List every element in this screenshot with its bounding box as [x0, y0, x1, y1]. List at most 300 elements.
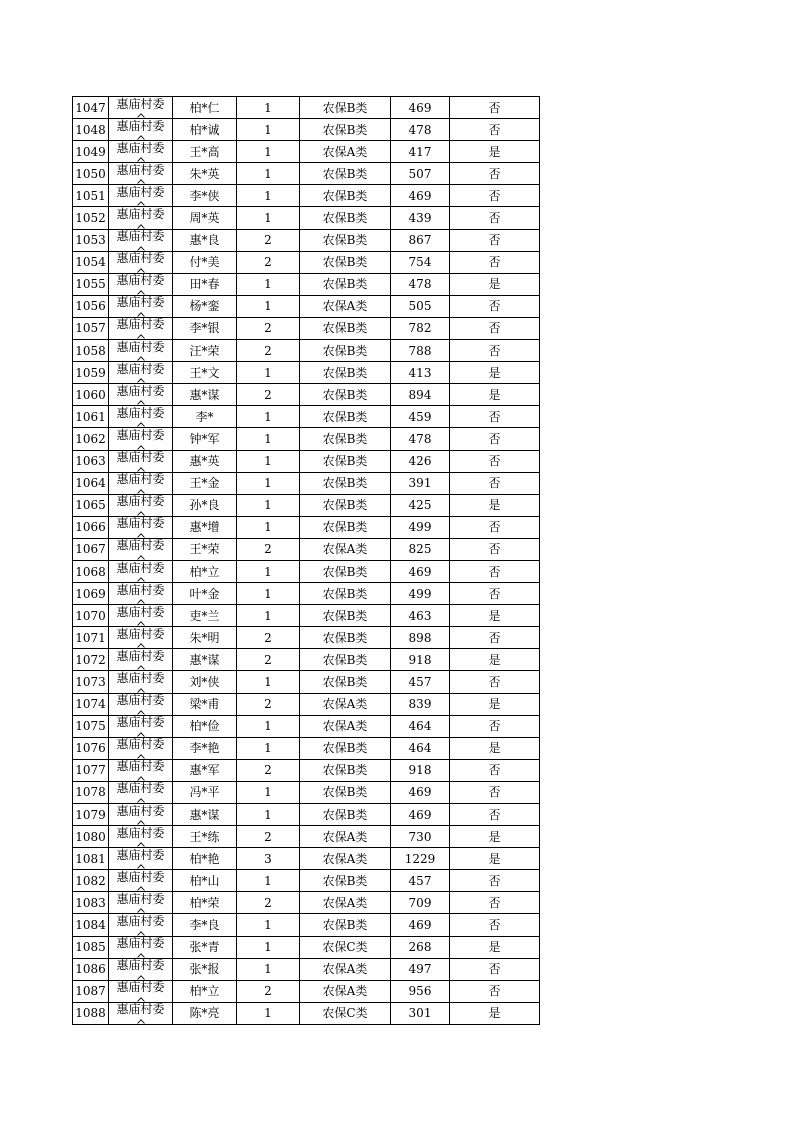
table-row — [73, 406, 540, 428]
category-cell: 农保B类 — [300, 97, 391, 119]
flag-cell: 是 — [450, 649, 540, 671]
row-id-cell: 1055 — [73, 273, 109, 295]
row-id-cell: 1061 — [73, 406, 109, 428]
row-id-cell: 1063 — [73, 450, 109, 472]
name-cell: 李*艳 — [173, 737, 237, 759]
name-cell: 王*荣 — [173, 538, 237, 560]
table-row — [73, 605, 540, 627]
row-id-cell: 1052 — [73, 207, 109, 229]
table-row — [73, 185, 540, 207]
village-cell — [109, 163, 173, 185]
category-cell: 农保B类 — [300, 406, 391, 428]
flag-cell: 否 — [450, 185, 540, 207]
table-row — [73, 958, 540, 980]
flag-cell: 否 — [450, 759, 540, 781]
amount-cell: 754 — [391, 251, 450, 273]
table-row — [73, 1002, 540, 1024]
table-row — [73, 737, 540, 759]
count-cell: 1 — [237, 737, 300, 759]
village-cell — [109, 141, 173, 163]
table-row — [73, 560, 540, 582]
table-row — [73, 97, 540, 119]
village-cell — [109, 914, 173, 936]
flag-cell: 否 — [450, 958, 540, 980]
row-id-cell: 1067 — [73, 538, 109, 560]
village-cell — [109, 870, 173, 892]
category-cell: 农保B类 — [300, 649, 391, 671]
caret-mark-icon — [137, 886, 145, 891]
village-label: 惠庙村委 — [116, 891, 165, 906]
category-cell: 农保C类 — [300, 1002, 391, 1024]
village-label: 惠庙村委 — [116, 604, 165, 619]
village-cell — [109, 649, 173, 671]
row-id-cell: 1060 — [73, 384, 109, 406]
village-label: 惠庙村委 — [116, 958, 165, 973]
village-cell — [109, 295, 173, 317]
table-row — [73, 141, 540, 163]
row-id-cell: 1066 — [73, 516, 109, 538]
amount-cell: 782 — [391, 317, 450, 339]
table-row — [73, 317, 540, 339]
name-cell: 钟*军 — [173, 428, 237, 450]
amount-cell: 469 — [391, 185, 450, 207]
village-cell — [109, 97, 173, 119]
flag-cell: 是 — [450, 826, 540, 848]
category-cell: 农保C类 — [300, 936, 391, 958]
table-row — [73, 583, 540, 605]
caret-mark-icon — [137, 312, 145, 317]
amount-cell: 469 — [391, 781, 450, 803]
village-label: 惠庙村委 — [116, 847, 165, 862]
amount-cell: 478 — [391, 273, 450, 295]
name-cell: 惠*增 — [173, 516, 237, 538]
village-label: 惠庙村委 — [116, 626, 165, 641]
caret-mark-icon — [137, 246, 145, 251]
village-label: 惠庙村委 — [116, 936, 165, 951]
count-cell: 1 — [237, 119, 300, 141]
count-cell: 1 — [237, 97, 300, 119]
village-label: 惠庙村委 — [116, 339, 165, 354]
flag-cell: 是 — [450, 848, 540, 870]
name-cell: 惠*谋 — [173, 804, 237, 826]
amount-cell: 268 — [391, 936, 450, 958]
flag-cell: 否 — [450, 804, 540, 826]
flag-cell: 否 — [450, 119, 540, 141]
amount-cell: 478 — [391, 428, 450, 450]
village-label: 惠庙村委 — [116, 494, 165, 509]
caret-mark-icon — [137, 688, 145, 693]
caret-mark-icon — [137, 224, 145, 229]
village-label: 惠庙村委 — [116, 361, 165, 376]
village-cell — [109, 826, 173, 848]
count-cell: 2 — [237, 980, 300, 1002]
amount-cell: 464 — [391, 737, 450, 759]
village-cell — [109, 1002, 173, 1024]
table-row — [73, 892, 540, 914]
table-row — [73, 472, 540, 494]
name-cell: 王*金 — [173, 472, 237, 494]
count-cell: 1 — [237, 295, 300, 317]
flag-cell: 是 — [450, 693, 540, 715]
caret-mark-icon — [137, 621, 145, 626]
caret-mark-icon — [137, 1019, 145, 1024]
amount-cell: 894 — [391, 384, 450, 406]
name-cell: 惠*良 — [173, 229, 237, 251]
caret-mark-icon — [137, 422, 145, 427]
category-cell: 农保B类 — [300, 163, 391, 185]
name-cell: 柏*立 — [173, 980, 237, 1002]
name-cell: 王*文 — [173, 362, 237, 384]
flag-cell: 否 — [450, 914, 540, 936]
category-cell: 农保A类 — [300, 141, 391, 163]
name-cell: 吏*兰 — [173, 605, 237, 627]
flag-cell: 是 — [450, 384, 540, 406]
category-cell: 农保B类 — [300, 428, 391, 450]
village-cell — [109, 450, 173, 472]
name-cell: 李* — [173, 406, 237, 428]
row-id-cell: 1051 — [73, 185, 109, 207]
row-id-cell: 1075 — [73, 715, 109, 737]
amount-cell: 478 — [391, 119, 450, 141]
name-cell: 惠*谋 — [173, 649, 237, 671]
category-cell: 农保A类 — [300, 980, 391, 1002]
amount-cell: 391 — [391, 472, 450, 494]
row-id-cell: 1087 — [73, 980, 109, 1002]
name-cell: 孙*良 — [173, 494, 237, 516]
name-cell: 柏*山 — [173, 870, 237, 892]
village-label: 惠庙村委 — [116, 759, 165, 774]
amount-cell: 730 — [391, 826, 450, 848]
village-label: 惠庙村委 — [116, 693, 165, 708]
count-cell: 2 — [237, 627, 300, 649]
name-cell: 张*青 — [173, 936, 237, 958]
row-id-cell: 1057 — [73, 317, 109, 339]
caret-mark-icon — [137, 931, 145, 936]
caret-mark-icon — [137, 732, 145, 737]
count-cell: 2 — [237, 826, 300, 848]
table-row — [73, 649, 540, 671]
amount-cell: 918 — [391, 759, 450, 781]
row-id-cell: 1069 — [73, 583, 109, 605]
row-id-cell: 1049 — [73, 141, 109, 163]
row-id-cell: 1068 — [73, 560, 109, 582]
village-cell — [109, 605, 173, 627]
count-cell: 1 — [237, 870, 300, 892]
table-row — [73, 273, 540, 295]
count-cell: 2 — [237, 317, 300, 339]
amount-cell: 469 — [391, 560, 450, 582]
village-label: 惠庙村委 — [116, 118, 165, 133]
category-cell: 农保A类 — [300, 538, 391, 560]
village-cell — [109, 627, 173, 649]
village-cell — [109, 472, 173, 494]
amount-cell: 425 — [391, 494, 450, 516]
village-label: 惠庙村委 — [116, 825, 165, 840]
village-cell — [109, 715, 173, 737]
village-label: 惠庙村委 — [116, 405, 165, 420]
amount-cell: 788 — [391, 340, 450, 362]
village-label: 惠庙村委 — [116, 295, 165, 310]
village-cell — [109, 340, 173, 362]
caret-mark-icon — [137, 400, 145, 405]
name-cell: 梁*甫 — [173, 693, 237, 715]
village-label: 惠庙村委 — [116, 803, 165, 818]
name-cell: 柏*艳 — [173, 848, 237, 870]
amount-cell: 507 — [391, 163, 450, 185]
flag-cell: 否 — [450, 516, 540, 538]
village-label: 惠庙村委 — [116, 140, 165, 155]
table-row — [73, 384, 540, 406]
name-cell: 陈*亮 — [173, 1002, 237, 1024]
roster-table — [72, 96, 540, 1025]
flag-cell: 否 — [450, 671, 540, 693]
amount-cell: 709 — [391, 892, 450, 914]
name-cell: 惠*军 — [173, 759, 237, 781]
village-label: 惠庙村委 — [116, 184, 165, 199]
caret-mark-icon — [137, 334, 145, 339]
row-id-cell: 1079 — [73, 804, 109, 826]
category-cell: 农保A类 — [300, 958, 391, 980]
count-cell: 1 — [237, 715, 300, 737]
amount-cell: 457 — [391, 671, 450, 693]
count-cell: 1 — [237, 450, 300, 472]
caret-mark-icon — [137, 842, 145, 847]
category-cell: 农保B类 — [300, 494, 391, 516]
count-cell: 1 — [237, 207, 300, 229]
category-cell: 农保B类 — [300, 340, 391, 362]
name-cell: 柏*荣 — [173, 892, 237, 914]
amount-cell: 413 — [391, 362, 450, 384]
amount-cell: 301 — [391, 1002, 450, 1024]
table-row — [73, 804, 540, 826]
table-row — [73, 980, 540, 1002]
village-cell — [109, 980, 173, 1002]
flag-cell: 否 — [450, 980, 540, 1002]
table-row — [73, 450, 540, 472]
caret-mark-icon — [137, 157, 145, 162]
count-cell: 1 — [237, 671, 300, 693]
count-cell: 1 — [237, 936, 300, 958]
village-cell — [109, 671, 173, 693]
name-cell: 朱*明 — [173, 627, 237, 649]
caret-mark-icon — [137, 511, 145, 516]
category-cell: 农保B类 — [300, 273, 391, 295]
village-label: 惠庙村委 — [116, 538, 165, 553]
name-cell: 冯*平 — [173, 781, 237, 803]
flag-cell: 否 — [450, 163, 540, 185]
flag-cell: 否 — [450, 406, 540, 428]
category-cell: 农保B类 — [300, 870, 391, 892]
village-cell — [109, 759, 173, 781]
table-row — [73, 251, 540, 273]
name-cell: 朱*英 — [173, 163, 237, 185]
flag-cell: 否 — [450, 781, 540, 803]
category-cell: 农保B类 — [300, 759, 391, 781]
village-cell — [109, 804, 173, 826]
table-row — [73, 516, 540, 538]
village-cell — [109, 119, 173, 141]
category-cell: 农保B类 — [300, 781, 391, 803]
village-label: 惠庙村委 — [116, 737, 165, 752]
name-cell: 王*练 — [173, 826, 237, 848]
village-label: 惠庙村委 — [116, 450, 165, 465]
table-row — [73, 759, 540, 781]
row-id-cell: 1071 — [73, 627, 109, 649]
row-id-cell: 1064 — [73, 472, 109, 494]
table-row — [73, 295, 540, 317]
village-label: 惠庙村委 — [116, 383, 165, 398]
category-cell: 农保B类 — [300, 317, 391, 339]
count-cell: 2 — [237, 340, 300, 362]
caret-mark-icon — [137, 577, 145, 582]
amount-cell: 825 — [391, 538, 450, 560]
table-row — [73, 826, 540, 848]
row-id-cell: 1058 — [73, 340, 109, 362]
count-cell: 1 — [237, 428, 300, 450]
name-cell: 汪*荣 — [173, 340, 237, 362]
flag-cell: 是 — [450, 141, 540, 163]
village-cell — [109, 583, 173, 605]
village-label: 惠庙村委 — [116, 560, 165, 575]
caret-mark-icon — [137, 290, 145, 295]
flag-cell: 否 — [450, 97, 540, 119]
row-id-cell: 1084 — [73, 914, 109, 936]
flag-cell: 否 — [450, 340, 540, 362]
amount-cell: 839 — [391, 693, 450, 715]
village-label: 惠庙村委 — [116, 715, 165, 730]
village-cell — [109, 185, 173, 207]
count-cell: 2 — [237, 384, 300, 406]
village-cell — [109, 317, 173, 339]
flag-cell: 是 — [450, 273, 540, 295]
flag-cell: 是 — [450, 936, 540, 958]
village-label: 惠庙村委 — [116, 648, 165, 663]
count-cell: 1 — [237, 781, 300, 803]
name-cell: 惠*谋 — [173, 384, 237, 406]
table-row — [73, 163, 540, 185]
table-row — [73, 207, 540, 229]
category-cell: 农保A类 — [300, 892, 391, 914]
name-cell: 李*良 — [173, 914, 237, 936]
caret-mark-icon — [137, 953, 145, 958]
caret-mark-icon — [137, 754, 145, 759]
caret-mark-icon — [137, 820, 145, 825]
table-row — [73, 494, 540, 516]
village-cell — [109, 560, 173, 582]
caret-mark-icon — [137, 445, 145, 450]
count-cell: 1 — [237, 163, 300, 185]
row-id-cell: 1065 — [73, 494, 109, 516]
flag-cell: 是 — [450, 1002, 540, 1024]
flag-cell: 否 — [450, 627, 540, 649]
village-cell — [109, 693, 173, 715]
table-row — [73, 362, 540, 384]
flag-cell: 否 — [450, 560, 540, 582]
count-cell: 1 — [237, 804, 300, 826]
count-cell: 1 — [237, 516, 300, 538]
amount-cell: 497 — [391, 958, 450, 980]
table-row — [73, 538, 540, 560]
table-row — [73, 870, 540, 892]
village-cell — [109, 251, 173, 273]
flag-cell: 否 — [450, 251, 540, 273]
name-cell: 周*英 — [173, 207, 237, 229]
caret-mark-icon — [137, 776, 145, 781]
village-cell — [109, 428, 173, 450]
caret-mark-icon — [137, 135, 145, 140]
category-cell: 农保A类 — [300, 693, 391, 715]
amount-cell: 499 — [391, 516, 450, 538]
flag-cell: 否 — [450, 450, 540, 472]
amount-cell: 469 — [391, 804, 450, 826]
caret-mark-icon — [137, 467, 145, 472]
row-id-cell: 1076 — [73, 737, 109, 759]
flag-cell: 否 — [450, 295, 540, 317]
flag-cell: 是 — [450, 494, 540, 516]
flag-cell: 是 — [450, 737, 540, 759]
name-cell: 惠*英 — [173, 450, 237, 472]
row-id-cell: 1086 — [73, 958, 109, 980]
amount-cell: 505 — [391, 295, 450, 317]
category-cell: 农保B类 — [300, 914, 391, 936]
name-cell: 田*春 — [173, 273, 237, 295]
count-cell: 1 — [237, 406, 300, 428]
row-id-cell: 1074 — [73, 693, 109, 715]
village-cell — [109, 494, 173, 516]
village-label: 惠庙村委 — [116, 914, 165, 929]
amount-cell: 459 — [391, 406, 450, 428]
category-cell: 农保B类 — [300, 671, 391, 693]
village-cell — [109, 229, 173, 251]
village-cell — [109, 207, 173, 229]
caret-mark-icon — [137, 201, 145, 206]
village-label: 惠庙村委 — [116, 869, 165, 884]
row-id-cell: 1081 — [73, 848, 109, 870]
category-cell: 农保B类 — [300, 560, 391, 582]
village-label: 惠庙村委 — [116, 781, 165, 796]
count-cell: 1 — [237, 472, 300, 494]
table-row — [73, 715, 540, 737]
count-cell: 1 — [237, 185, 300, 207]
count-cell: 1 — [237, 1002, 300, 1024]
row-id-cell: 1048 — [73, 119, 109, 141]
amount-cell: 463 — [391, 605, 450, 627]
caret-mark-icon — [137, 908, 145, 913]
count-cell: 1 — [237, 494, 300, 516]
count-cell: 2 — [237, 759, 300, 781]
village-cell — [109, 406, 173, 428]
table-row — [73, 627, 540, 649]
name-cell: 刘*侠 — [173, 671, 237, 693]
caret-mark-icon — [137, 378, 145, 383]
count-cell: 2 — [237, 693, 300, 715]
flag-cell: 否 — [450, 317, 540, 339]
name-cell: 付*美 — [173, 251, 237, 273]
name-cell: 柏*俭 — [173, 715, 237, 737]
count-cell: 1 — [237, 273, 300, 295]
row-id-cell: 1083 — [73, 892, 109, 914]
flag-cell: 是 — [450, 362, 540, 384]
caret-mark-icon — [137, 864, 145, 869]
village-cell — [109, 384, 173, 406]
village-label: 惠庙村委 — [116, 229, 165, 244]
village-label: 惠庙村委 — [116, 1002, 165, 1017]
caret-mark-icon — [137, 798, 145, 803]
row-id-cell: 1053 — [73, 229, 109, 251]
flag-cell: 否 — [450, 870, 540, 892]
row-id-cell: 1088 — [73, 1002, 109, 1024]
caret-mark-icon — [137, 179, 145, 184]
